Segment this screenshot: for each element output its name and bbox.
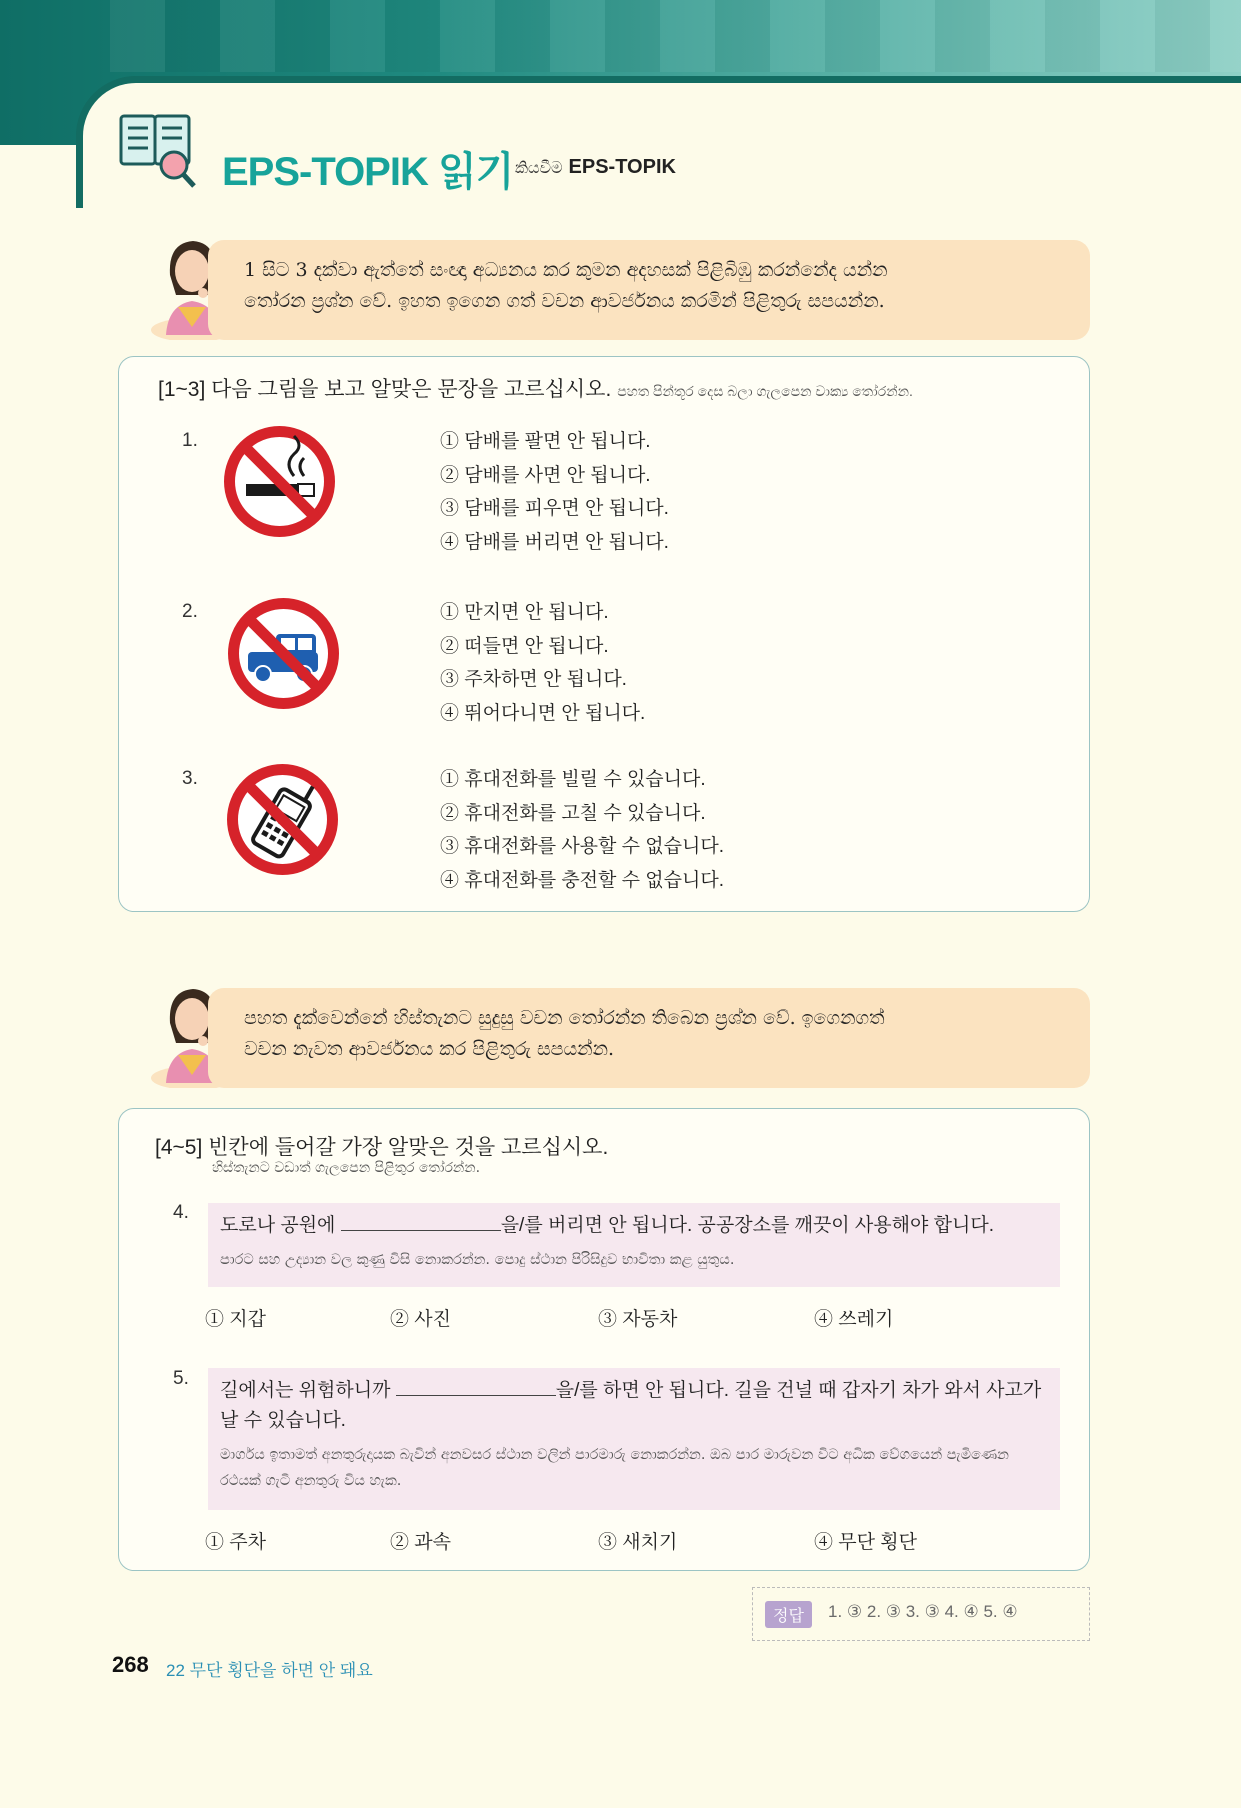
bubble-2-line-1: පහත දැක්වෙන්නේ හිස්තැනට සුදුසු වචන තෝරන්න තිබෙන ප්‍රශ්න වේ. ඉගෙනගත්: [244, 1007, 885, 1029]
section-1-instruction-si: පහත පින්තූර දෙස බලා ගැලපෙන වාක්‍ය තෝරන්න.: [617, 383, 913, 399]
question-5-number: 5.: [173, 1368, 189, 1389]
subtitle-sinhala: කියවීම: [515, 160, 563, 177]
question-4-translation: පාරට සහ උද්‍යාන වල කුණු විසි නොකරන්න. පොදු ස්ථාන පිරිසිදුව භාවිතා කළ යුතුය.: [220, 1252, 735, 1268]
question-4-text-after: 을/를 버리면 안 됩니다. 공공장소를 깨끗이 사용해야 합니다.: [500, 1215, 994, 1236]
subtitle-english: EPS-TOPIK: [568, 156, 676, 178]
question-5-choice-2[interactable]: ② 과속: [390, 1532, 451, 1553]
no-parking-sign-icon: [226, 596, 341, 711]
question-3-options: [440, 763, 724, 897]
question-1-options: [440, 425, 669, 559]
no-phone-sign-icon: [225, 762, 340, 877]
question-5-choice-1[interactable]: ① 주차: [205, 1532, 266, 1553]
section-2-instruction-si: හිස්තැනට වඩාත් ගැලපෙන පිළිතුර තෝරන්න.: [212, 1160, 481, 1176]
bubble-1-line-1: 1 සිට 3 දක්වා ඇත්තේ සංඥා අධ්‍යනය කර කුමන අදහසක් පිළිබිඹු කරන්නේද යන්න: [244, 259, 888, 281]
question-4-number: 4.: [173, 1202, 189, 1223]
question-2-options: [440, 596, 645, 730]
answer-key-values: 1. ③ 2. ③ 3. ③ 4. ④ 5. ④: [828, 1602, 1018, 1621]
question-2-option-4[interactable]: ④ 뛰어다니면 안 됩니다.: [440, 702, 646, 724]
question-5-text: [220, 1376, 1048, 1436]
bubble-2-line-2: වචන නැවත ආවර්ජනය කර පිළිතුරු සපයන්න.: [244, 1038, 615, 1060]
question-2-number: 2.: [182, 601, 198, 622]
question-5-translation: මාර්ගය ඉතාමත් අනතුරුදායක බැවින් අනවසර ස්ථාන වලින් පාරමාරු නොකරන්න. ඔබ පාර මාරුවන විට අධික වේගයෙන් පැමිණෙන රථයක් ගැටී අනතුරු විය හැක.: [220, 1447, 1009, 1489]
question-1-option-3[interactable]: ③ 담배를 피우면 안 됩니다.: [440, 498, 669, 519]
question-5-blank[interactable]: [396, 1377, 556, 1396]
question-2-option-2[interactable]: ② 떠들면 안 됩니다.: [440, 635, 609, 657]
question-5-box: [208, 1368, 1060, 1510]
question-4-box: [208, 1203, 1060, 1287]
question-2-option-3[interactable]: ③ 주차하면 안 됩니다.: [440, 669, 627, 690]
question-1-option-4[interactable]: ④ 담배를 버리면 안 됩니다.: [440, 531, 669, 553]
question-3-number: 3.: [182, 768, 198, 789]
instruction-bubble-1: [208, 240, 1090, 340]
question-3-option-4[interactable]: ④ 휴대전화를 충전할 수 없습니다.: [440, 869, 724, 891]
section-1-instruction-ko: [1~3] 다음 그림을 보고 알맞은 문장을 고르십시오.: [158, 378, 612, 401]
question-5-choice-3[interactable]: ③ 새치기: [598, 1532, 678, 1553]
question-3-option-2[interactable]: ② 휴대전화를 고칠 수 있습니다.: [440, 802, 706, 824]
no-smoking-sign-icon: [222, 424, 337, 539]
question-4-text: [220, 1211, 1048, 1241]
question-5-text-after: 을/를 하면 안 됩니다. 길을 건널 때 갑자기 차가 와서 사고가 날 수 있습니다.: [220, 1380, 1042, 1431]
question-4-text-before: 도로나 공원에: [220, 1215, 341, 1236]
question-2-option-1[interactable]: ① 만지면 안 됩니다.: [440, 602, 609, 623]
chapter-title: 22 무단 횡단을 하면 안 돼요: [166, 1661, 373, 1680]
book-search-icon: [118, 110, 198, 190]
section-1-instruction: [158, 373, 913, 403]
question-5-choice-4[interactable]: ④ 무단 횡단: [814, 1532, 917, 1553]
page-subtitle: [515, 156, 676, 179]
question-1-option-1[interactable]: ① 담배를 팔면 안 됩니다.: [440, 431, 651, 452]
banner-stripes: [110, 0, 1241, 72]
question-3-option-1[interactable]: ① 휴대전화를 빌릴 수 있습니다.: [440, 769, 706, 790]
answer-key-label: 정답: [765, 1601, 812, 1628]
section-2-instruction-ko: [4~5] 빈칸에 들어갈 가장 알맞은 것을 고르십시오.: [155, 1136, 609, 1159]
question-4-choice-1[interactable]: ① 지갑: [205, 1309, 266, 1330]
page-number: 268: [112, 1652, 149, 1677]
question-4-choice-3[interactable]: ③ 자동차: [598, 1309, 678, 1330]
question-3-option-3[interactable]: ③ 휴대전화를 사용할 수 없습니다.: [440, 836, 724, 857]
page-title: EPS-TOPIK 읽기: [222, 150, 514, 194]
question-5-text-before: 길에서는 위험하니까: [220, 1380, 396, 1401]
question-4-choice-2[interactable]: ② 사진: [390, 1309, 451, 1330]
instruction-bubble-2: [208, 988, 1090, 1088]
bubble-1-line-2: තෝරන ප්‍රශ්න වේ. ඉහත ඉගෙන ගත් වචන ආවර්ජනය කරමින් පිළිතුරු සපයන්න.: [244, 290, 885, 312]
question-1-option-2[interactable]: ② 담배를 사면 안 됩니다.: [440, 464, 651, 486]
question-1-number: 1.: [182, 430, 198, 451]
answer-key: [752, 1587, 1090, 1641]
question-4-choice-4[interactable]: ④ 쓰레기: [814, 1309, 894, 1330]
question-4-blank[interactable]: [341, 1212, 501, 1231]
